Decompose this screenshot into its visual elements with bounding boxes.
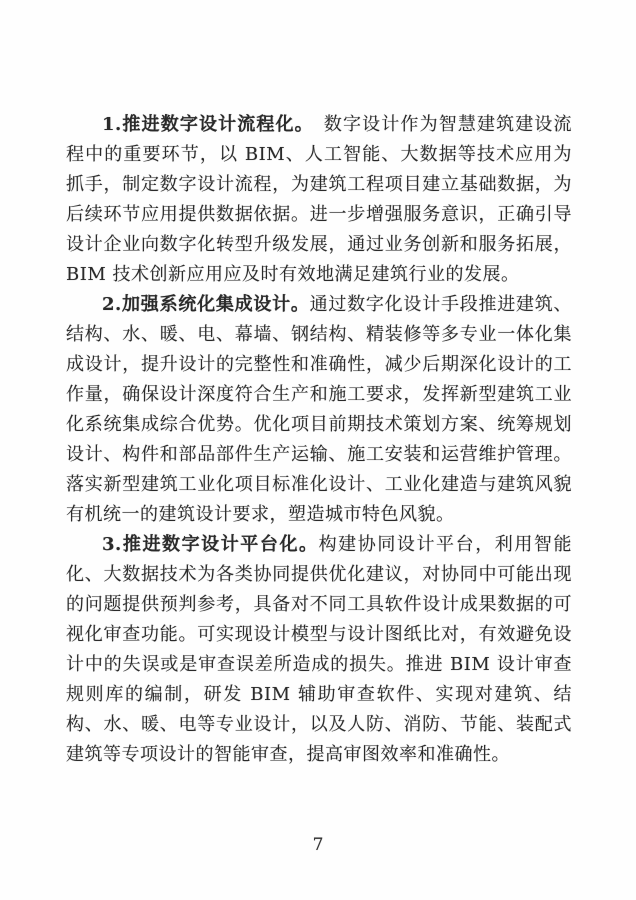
paragraph-1-text: 数字设计作为智慧建筑建设流程中的重要环节，以 BIM、人工智能、大数据等技术应用为抓手，制定数字设计流程，为建筑工程项目建立基础数据，为后续环节应用提供数据依据。进一步增强服务意识，正确引导设计企业向数字化转型升级发展，通过业务创新和服务拓展，BIM 技术创新应用应及时有效地满足建筑行业的发展。	[66, 114, 572, 285]
paragraph-2-heading: 2.加强系统化集成设计。	[102, 294, 310, 315]
paragraph-3	[66, 530, 572, 770]
page-footer	[0, 835, 636, 855]
paragraph-2	[66, 290, 572, 530]
paragraph-3-text: 构建协同设计平台，利用智能化、大数据技术为各类协同提供优化建议，对协同中可能出现的问题提供预判参考，具备对不同工具软件设计成果数据的可视化审查功能。可实现设计模型与设计图纸比对，有效避免设计中的失误或是审查误差所造成的损失。推进 BIM 设计审查规则库的编制，研发 BIM 辅助审查软件、实现对建筑、结构、水、暖、电等专业设计，以及人防、消防、节能、装配式建筑等专项设计的智能审查，提高审图效率和准确性。	[66, 534, 572, 765]
paragraph-2-text: 通过数字化设计手段推进建筑、结构、水、暖、电、幕墙、钢结构、精装修等多专业一体化集成设计，提升设计的完整性和准确性，减少后期深化设计的工作量，确保设计深度符合生产和施工要求，发挥新型建筑工业化系统集成综合优势。优化项目前期技术策划方案、统筹规划设计、构件和部品部件生产运输、施工安装和运营维护管理。落实新型建筑工业化项目标准化设计、工业化建造与建筑风貌有机统一的建筑设计要求，塑造城市特色风貌。	[66, 294, 572, 525]
page-number: 7	[312, 835, 324, 855]
paragraph-3-heading: 3.推进数字设计平台化。	[102, 534, 319, 555]
document-body	[66, 110, 572, 770]
paragraph-1-heading: 1.推进数字设计流程化。	[102, 114, 305, 135]
paragraph-1	[66, 110, 572, 290]
